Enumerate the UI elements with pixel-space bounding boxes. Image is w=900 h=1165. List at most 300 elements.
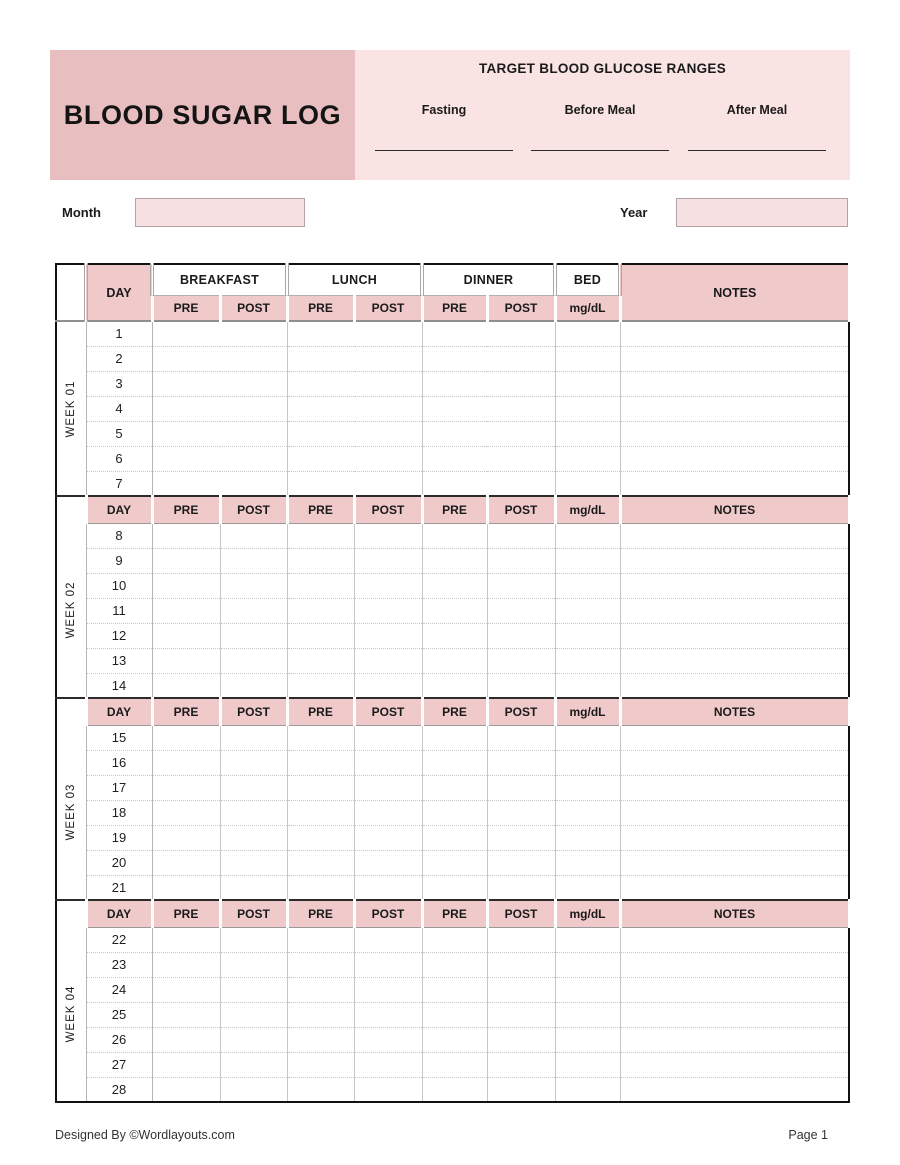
subheader-dinner-pre: PRE <box>422 900 487 927</box>
entry-bed-day11[interactable] <box>555 598 620 623</box>
entry-breakfast-post-day27[interactable] <box>220 1052 287 1077</box>
week-column-corner <box>56 264 86 321</box>
entry-dinner-pre-day26[interactable] <box>422 1027 487 1052</box>
entry-breakfast-pre-day10[interactable] <box>152 573 220 598</box>
table-row-day-9 <box>56 548 849 573</box>
entry-lunch-pre-day15[interactable] <box>287 725 354 750</box>
entry-dinner-pre-day6[interactable] <box>422 446 487 471</box>
entry-dinner-pre-day16[interactable] <box>422 750 487 775</box>
entry-dinner-post-day18[interactable] <box>487 800 555 825</box>
entry-lunch-pre-day19[interactable] <box>287 825 354 850</box>
entry-lunch-pre-day7[interactable] <box>287 471 354 496</box>
entry-breakfast-post-day4[interactable] <box>220 396 287 421</box>
entry-breakfast-pre-day27[interactable] <box>152 1052 220 1077</box>
subheader-breakfast-pre: PRE <box>152 496 220 523</box>
entry-bed-day10[interactable] <box>555 573 620 598</box>
entry-lunch-pre-day11[interactable] <box>287 598 354 623</box>
entry-lunch-post-day2[interactable] <box>354 346 422 371</box>
table-row-day-17 <box>56 775 849 800</box>
entry-bed-day8[interactable] <box>555 523 620 548</box>
week-label-text: WEEK 01 <box>65 380 78 437</box>
day-number: 4 <box>86 396 152 421</box>
entry-dinner-post-day13[interactable] <box>487 648 555 673</box>
entry-dinner-post-day3[interactable] <box>487 371 555 396</box>
entry-bed-day23[interactable] <box>555 952 620 977</box>
subheader-day: DAY <box>86 698 152 725</box>
month-input[interactable] <box>135 198 305 227</box>
entry-lunch-post-day20[interactable] <box>354 850 422 875</box>
day-number: 10 <box>86 573 152 598</box>
entry-lunch-pre-day13[interactable] <box>287 648 354 673</box>
entry-breakfast-post-day25[interactable] <box>220 1002 287 1027</box>
entry-breakfast-post-day23[interactable] <box>220 952 287 977</box>
week-column-spacer <box>56 900 86 927</box>
entry-lunch-pre-day26[interactable] <box>287 1027 354 1052</box>
entry-dinner-post-day8[interactable] <box>487 523 555 548</box>
entry-lunch-pre-day17[interactable] <box>287 775 354 800</box>
entry-notes-day27[interactable] <box>620 1052 849 1077</box>
entry-breakfast-post-day19[interactable] <box>220 825 287 850</box>
table-row-day-18 <box>56 800 849 825</box>
day-number: 9 <box>86 548 152 573</box>
fasting-value-line[interactable] <box>375 150 513 151</box>
entry-breakfast-pre-day11[interactable] <box>152 598 220 623</box>
entry-lunch-pre-day14[interactable] <box>287 673 354 698</box>
entry-lunch-post-day7[interactable] <box>354 471 422 496</box>
entry-breakfast-pre-day20[interactable] <box>152 850 220 875</box>
entry-dinner-post-day1[interactable] <box>487 321 555 346</box>
entry-notes-day17[interactable] <box>620 775 849 800</box>
entry-notes-day5[interactable] <box>620 421 849 446</box>
entry-notes-day23[interactable] <box>620 952 849 977</box>
day-number: 14 <box>86 673 152 698</box>
day-number: 8 <box>86 523 152 548</box>
table-row-day-20 <box>56 850 849 875</box>
entry-dinner-pre-day7[interactable] <box>422 471 487 496</box>
footer <box>55 1128 828 1142</box>
entry-notes-day1[interactable] <box>620 321 849 346</box>
entry-dinner-post-day26[interactable] <box>487 1027 555 1052</box>
table-row-day-24 <box>56 977 849 1002</box>
lunch-post-header: POST <box>354 295 422 321</box>
week-cell-1 <box>56 321 86 496</box>
entry-dinner-pre-day8[interactable] <box>422 523 487 548</box>
entry-dinner-pre-day10[interactable] <box>422 573 487 598</box>
entry-notes-day15[interactable] <box>620 725 849 750</box>
target-ranges-heading: TARGET BLOOD GLUCOSE RANGES <box>478 61 727 76</box>
title-block <box>50 50 355 180</box>
table-row-day-13 <box>56 648 849 673</box>
entry-lunch-pre-day4[interactable] <box>287 396 354 421</box>
entry-dinner-pre-day4[interactable] <box>422 396 487 421</box>
entry-breakfast-pre-day19[interactable] <box>152 825 220 850</box>
entry-breakfast-pre-day7[interactable] <box>152 471 220 496</box>
day-number: 19 <box>86 825 152 850</box>
entry-lunch-post-day24[interactable] <box>354 977 422 1002</box>
entry-bed-day27[interactable] <box>555 1052 620 1077</box>
entry-breakfast-post-day7[interactable] <box>220 471 287 496</box>
entry-dinner-post-day24[interactable] <box>487 977 555 1002</box>
subheader-lunch-post: POST <box>354 900 422 927</box>
entry-breakfast-pre-day12[interactable] <box>152 623 220 648</box>
entry-lunch-pre-day23[interactable] <box>287 952 354 977</box>
entry-bed-day18[interactable] <box>555 800 620 825</box>
credit-text: Designed By ©Wordlayouts.com <box>55 1128 235 1142</box>
entry-lunch-post-day19[interactable] <box>354 825 422 850</box>
entry-breakfast-post-day1[interactable] <box>220 321 287 346</box>
entry-breakfast-post-day11[interactable] <box>220 598 287 623</box>
entry-bed-day1[interactable] <box>555 321 620 346</box>
entry-breakfast-pre-day21[interactable] <box>152 875 220 900</box>
entry-notes-day3[interactable] <box>620 371 849 396</box>
entry-breakfast-post-day14[interactable] <box>220 673 287 698</box>
entry-dinner-pre-day2[interactable] <box>422 346 487 371</box>
entry-breakfast-pre-day2[interactable] <box>152 346 220 371</box>
entry-breakfast-post-day5[interactable] <box>220 421 287 446</box>
entry-dinner-post-day27[interactable] <box>487 1052 555 1077</box>
log-table <box>55 263 851 1103</box>
entry-lunch-pre-day25[interactable] <box>287 1002 354 1027</box>
entry-bed-day25[interactable] <box>555 1002 620 1027</box>
entry-notes-day28[interactable] <box>620 1077 849 1102</box>
entry-lunch-pre-day8[interactable] <box>287 523 354 548</box>
range-field-before-meal <box>531 101 669 151</box>
entry-bed-day5[interactable] <box>555 421 620 446</box>
entry-breakfast-post-day3[interactable] <box>220 371 287 396</box>
day-number: 1 <box>86 321 152 346</box>
entry-breakfast-pre-day1[interactable] <box>152 321 220 346</box>
entry-breakfast-pre-day15[interactable] <box>152 725 220 750</box>
entry-breakfast-post-day15[interactable] <box>220 725 287 750</box>
table-row-day-15 <box>56 725 849 750</box>
entry-lunch-pre-day24[interactable] <box>287 977 354 1002</box>
day-number: 16 <box>86 750 152 775</box>
entry-lunch-post-day26[interactable] <box>354 1027 422 1052</box>
entry-lunch-post-day4[interactable] <box>354 396 422 421</box>
entry-dinner-post-day14[interactable] <box>487 673 555 698</box>
dinner-post-header: POST <box>487 295 555 321</box>
day-number: 6 <box>86 446 152 471</box>
entry-bed-day22[interactable] <box>555 927 620 952</box>
entry-lunch-pre-day27[interactable] <box>287 1052 354 1077</box>
entry-breakfast-post-day13[interactable] <box>220 648 287 673</box>
entry-bed-day9[interactable] <box>555 548 620 573</box>
entry-notes-day13[interactable] <box>620 648 849 673</box>
entry-breakfast-pre-day23[interactable] <box>152 952 220 977</box>
dinner-pre-header: PRE <box>422 295 487 321</box>
entry-breakfast-post-day28[interactable] <box>220 1077 287 1102</box>
day-number: 11 <box>86 598 152 623</box>
entry-notes-day11[interactable] <box>620 598 849 623</box>
entry-breakfast-pre-day4[interactable] <box>152 396 220 421</box>
day-number: 23 <box>86 952 152 977</box>
subheader-breakfast-post: POST <box>220 698 287 725</box>
entry-breakfast-post-day20[interactable] <box>220 850 287 875</box>
entry-lunch-pre-day10[interactable] <box>287 573 354 598</box>
week-cell-4 <box>56 927 86 1102</box>
entry-notes-day20[interactable] <box>620 850 849 875</box>
entry-breakfast-pre-day16[interactable] <box>152 750 220 775</box>
entry-lunch-pre-day2[interactable] <box>287 346 354 371</box>
entry-bed-day26[interactable] <box>555 1027 620 1052</box>
entry-dinner-post-day16[interactable] <box>487 750 555 775</box>
entry-lunch-post-day13[interactable] <box>354 648 422 673</box>
entry-lunch-post-day27[interactable] <box>354 1052 422 1077</box>
entry-breakfast-pre-day13[interactable] <box>152 648 220 673</box>
entry-lunch-post-day9[interactable] <box>354 548 422 573</box>
entry-dinner-pre-day19[interactable] <box>422 825 487 850</box>
entry-bed-day4[interactable] <box>555 396 620 421</box>
entry-breakfast-post-day8[interactable] <box>220 523 287 548</box>
entry-dinner-post-day12[interactable] <box>487 623 555 648</box>
entry-notes-day4[interactable] <box>620 396 849 421</box>
entry-dinner-post-day7[interactable] <box>487 471 555 496</box>
entry-lunch-pre-day21[interactable] <box>287 875 354 900</box>
subheader-notes: NOTES <box>620 496 849 523</box>
entry-breakfast-pre-day17[interactable] <box>152 775 220 800</box>
entry-notes-day18[interactable] <box>620 800 849 825</box>
entry-bed-day14[interactable] <box>555 673 620 698</box>
entry-lunch-pre-day5[interactable] <box>287 421 354 446</box>
entry-bed-day7[interactable] <box>555 471 620 496</box>
entry-bed-day21[interactable] <box>555 875 620 900</box>
entry-bed-day3[interactable] <box>555 371 620 396</box>
entry-dinner-pre-day14[interactable] <box>422 673 487 698</box>
entry-breakfast-pre-day18[interactable] <box>152 800 220 825</box>
entry-dinner-post-day25[interactable] <box>487 1002 555 1027</box>
table-row-day-2 <box>56 346 849 371</box>
entry-lunch-post-day3[interactable] <box>354 371 422 396</box>
day-number: 21 <box>86 875 152 900</box>
entry-breakfast-post-day10[interactable] <box>220 573 287 598</box>
table-row-day-19 <box>56 825 849 850</box>
entry-dinner-pre-day25[interactable] <box>422 1002 487 1027</box>
entry-dinner-post-day10[interactable] <box>487 573 555 598</box>
entry-breakfast-post-day17[interactable] <box>220 775 287 800</box>
table-row-day-22 <box>56 927 849 952</box>
entry-bed-day17[interactable] <box>555 775 620 800</box>
before-meal-value-line[interactable] <box>531 150 669 151</box>
entry-lunch-pre-day18[interactable] <box>287 800 354 825</box>
entry-dinner-post-day17[interactable] <box>487 775 555 800</box>
entry-lunch-pre-day16[interactable] <box>287 750 354 775</box>
entry-lunch-post-day17[interactable] <box>354 775 422 800</box>
entry-breakfast-pre-day9[interactable] <box>152 548 220 573</box>
entry-dinner-pre-day12[interactable] <box>422 623 487 648</box>
entry-lunch-post-day12[interactable] <box>354 623 422 648</box>
entry-dinner-pre-day15[interactable] <box>422 725 487 750</box>
entry-notes-day10[interactable] <box>620 573 849 598</box>
week-cell-2 <box>56 523 86 698</box>
notes-column-header: NOTES <box>620 264 849 321</box>
day-number: 3 <box>86 371 152 396</box>
subheader-lunch-post: POST <box>354 698 422 725</box>
table-row-day-12 <box>56 623 849 648</box>
entry-breakfast-post-day21[interactable] <box>220 875 287 900</box>
day-number: 18 <box>86 800 152 825</box>
entry-lunch-pre-day3[interactable] <box>287 371 354 396</box>
table-row-day-14 <box>56 673 849 698</box>
entry-dinner-post-day6[interactable] <box>487 446 555 471</box>
entry-dinner-pre-day20[interactable] <box>422 850 487 875</box>
after-meal-value-line[interactable] <box>688 150 826 151</box>
entry-dinner-pre-day11[interactable] <box>422 598 487 623</box>
entry-lunch-pre-day1[interactable] <box>287 321 354 346</box>
entry-bed-day2[interactable] <box>555 346 620 371</box>
subheader-breakfast-pre: PRE <box>152 698 220 725</box>
entry-notes-day14[interactable] <box>620 673 849 698</box>
entry-breakfast-pre-day24[interactable] <box>152 977 220 1002</box>
entry-notes-day24[interactable] <box>620 977 849 1002</box>
entry-lunch-pre-day12[interactable] <box>287 623 354 648</box>
entry-lunch-post-day8[interactable] <box>354 523 422 548</box>
entry-notes-day22[interactable] <box>620 927 849 952</box>
day-number: 28 <box>86 1077 152 1102</box>
day-number: 12 <box>86 623 152 648</box>
entry-breakfast-post-day26[interactable] <box>220 1027 287 1052</box>
entry-breakfast-pre-day26[interactable] <box>152 1027 220 1052</box>
entry-dinner-post-day4[interactable] <box>487 396 555 421</box>
entry-dinner-post-day2[interactable] <box>487 346 555 371</box>
week-column-spacer <box>56 496 86 523</box>
entry-dinner-post-day9[interactable] <box>487 548 555 573</box>
entry-lunch-post-day14[interactable] <box>354 673 422 698</box>
entry-lunch-pre-day9[interactable] <box>287 548 354 573</box>
entry-dinner-pre-day3[interactable] <box>422 371 487 396</box>
subheader-day: DAY <box>86 496 152 523</box>
entry-dinner-pre-day9[interactable] <box>422 548 487 573</box>
entry-breakfast-pre-day6[interactable] <box>152 446 220 471</box>
entry-dinner-post-day21[interactable] <box>487 875 555 900</box>
entry-dinner-pre-day1[interactable] <box>422 321 487 346</box>
entry-notes-day8[interactable] <box>620 523 849 548</box>
entry-lunch-post-day10[interactable] <box>354 573 422 598</box>
entry-breakfast-post-day2[interactable] <box>220 346 287 371</box>
entry-bed-day19[interactable] <box>555 825 620 850</box>
entry-lunch-post-day25[interactable] <box>354 1002 422 1027</box>
entry-lunch-post-day23[interactable] <box>354 952 422 977</box>
entry-breakfast-post-day9[interactable] <box>220 548 287 573</box>
entry-breakfast-pre-day28[interactable] <box>152 1077 220 1102</box>
entry-bed-day20[interactable] <box>555 850 620 875</box>
entry-dinner-pre-day21[interactable] <box>422 875 487 900</box>
entry-bed-day28[interactable] <box>555 1077 620 1102</box>
table-row-day-27 <box>56 1052 849 1077</box>
entry-dinner-pre-day24[interactable] <box>422 977 487 1002</box>
entry-lunch-post-day11[interactable] <box>354 598 422 623</box>
entry-breakfast-post-day18[interactable] <box>220 800 287 825</box>
entry-notes-day7[interactable] <box>620 471 849 496</box>
entry-bed-day6[interactable] <box>555 446 620 471</box>
entry-notes-day16[interactable] <box>620 750 849 775</box>
table-row-day-26 <box>56 1027 849 1052</box>
entry-breakfast-pre-day25[interactable] <box>152 1002 220 1027</box>
entry-lunch-pre-day6[interactable] <box>287 446 354 471</box>
entry-dinner-post-day22[interactable] <box>487 927 555 952</box>
bed-header: BED <box>555 264 620 295</box>
entry-dinner-pre-day18[interactable] <box>422 800 487 825</box>
entry-lunch-post-day21[interactable] <box>354 875 422 900</box>
entry-breakfast-post-day22[interactable] <box>220 927 287 952</box>
entry-breakfast-pre-day22[interactable] <box>152 927 220 952</box>
entry-breakfast-post-day24[interactable] <box>220 977 287 1002</box>
entry-breakfast-pre-day5[interactable] <box>152 421 220 446</box>
entry-breakfast-post-day12[interactable] <box>220 623 287 648</box>
entry-lunch-post-day6[interactable] <box>354 446 422 471</box>
entry-lunch-post-day18[interactable] <box>354 800 422 825</box>
entry-dinner-post-day15[interactable] <box>487 725 555 750</box>
entry-notes-day19[interactable] <box>620 825 849 850</box>
entry-breakfast-pre-day3[interactable] <box>152 371 220 396</box>
entry-notes-day6[interactable] <box>620 446 849 471</box>
entry-dinner-pre-day27[interactable] <box>422 1052 487 1077</box>
entry-lunch-post-day5[interactable] <box>354 421 422 446</box>
entry-dinner-pre-day17[interactable] <box>422 775 487 800</box>
entry-notes-day26[interactable] <box>620 1027 849 1052</box>
entry-dinner-pre-day23[interactable] <box>422 952 487 977</box>
subheader-dinner-pre: PRE <box>422 496 487 523</box>
entry-dinner-post-day5[interactable] <box>487 421 555 446</box>
subheader-lunch-pre: PRE <box>287 900 354 927</box>
subheader-bed-unit: mg/dL <box>555 900 620 927</box>
entry-dinner-pre-day13[interactable] <box>422 648 487 673</box>
entry-bed-day24[interactable] <box>555 977 620 1002</box>
entry-lunch-pre-day22[interactable] <box>287 927 354 952</box>
subheader-notes: NOTES <box>620 900 849 927</box>
entry-dinner-post-day28[interactable] <box>487 1077 555 1102</box>
entry-dinner-post-day23[interactable] <box>487 952 555 977</box>
subheader-breakfast-post: POST <box>220 496 287 523</box>
subheader-bed-unit: mg/dL <box>555 698 620 725</box>
entry-bed-day13[interactable] <box>555 648 620 673</box>
subheader-notes: NOTES <box>620 698 849 725</box>
entry-dinner-post-day11[interactable] <box>487 598 555 623</box>
entry-dinner-post-day19[interactable] <box>487 825 555 850</box>
entry-notes-day21[interactable] <box>620 875 849 900</box>
entry-breakfast-pre-day8[interactable] <box>152 523 220 548</box>
breakfast-post-header: POST <box>220 295 287 321</box>
entry-bed-day16[interactable] <box>555 750 620 775</box>
entry-lunch-post-day28[interactable] <box>354 1077 422 1102</box>
day-number: 27 <box>86 1052 152 1077</box>
lunch-pre-header: PRE <box>287 295 354 321</box>
entry-lunch-pre-day28[interactable] <box>287 1077 354 1102</box>
subheader-bed-unit: mg/dL <box>555 496 620 523</box>
table-row-day-5 <box>56 421 849 446</box>
entry-lunch-pre-day20[interactable] <box>287 850 354 875</box>
entry-breakfast-post-day16[interactable] <box>220 750 287 775</box>
entry-lunch-post-day22[interactable] <box>354 927 422 952</box>
entry-breakfast-post-day6[interactable] <box>220 446 287 471</box>
entry-breakfast-pre-day14[interactable] <box>152 673 220 698</box>
entry-dinner-pre-day5[interactable] <box>422 421 487 446</box>
entry-lunch-post-day16[interactable] <box>354 750 422 775</box>
entry-lunch-post-day15[interactable] <box>354 725 422 750</box>
entry-notes-day12[interactable] <box>620 623 849 648</box>
year-input[interactable] <box>676 198 848 227</box>
table-row-day-7 <box>56 471 849 496</box>
entry-notes-day25[interactable] <box>620 1002 849 1027</box>
entry-dinner-post-day20[interactable] <box>487 850 555 875</box>
entry-dinner-pre-day28[interactable] <box>422 1077 487 1102</box>
entry-notes-day2[interactable] <box>620 346 849 371</box>
entry-bed-day12[interactable] <box>555 623 620 648</box>
period-row <box>0 198 900 228</box>
entry-dinner-pre-day22[interactable] <box>422 927 487 952</box>
entry-lunch-post-day1[interactable] <box>354 321 422 346</box>
entry-notes-day9[interactable] <box>620 548 849 573</box>
entry-bed-day15[interactable] <box>555 725 620 750</box>
